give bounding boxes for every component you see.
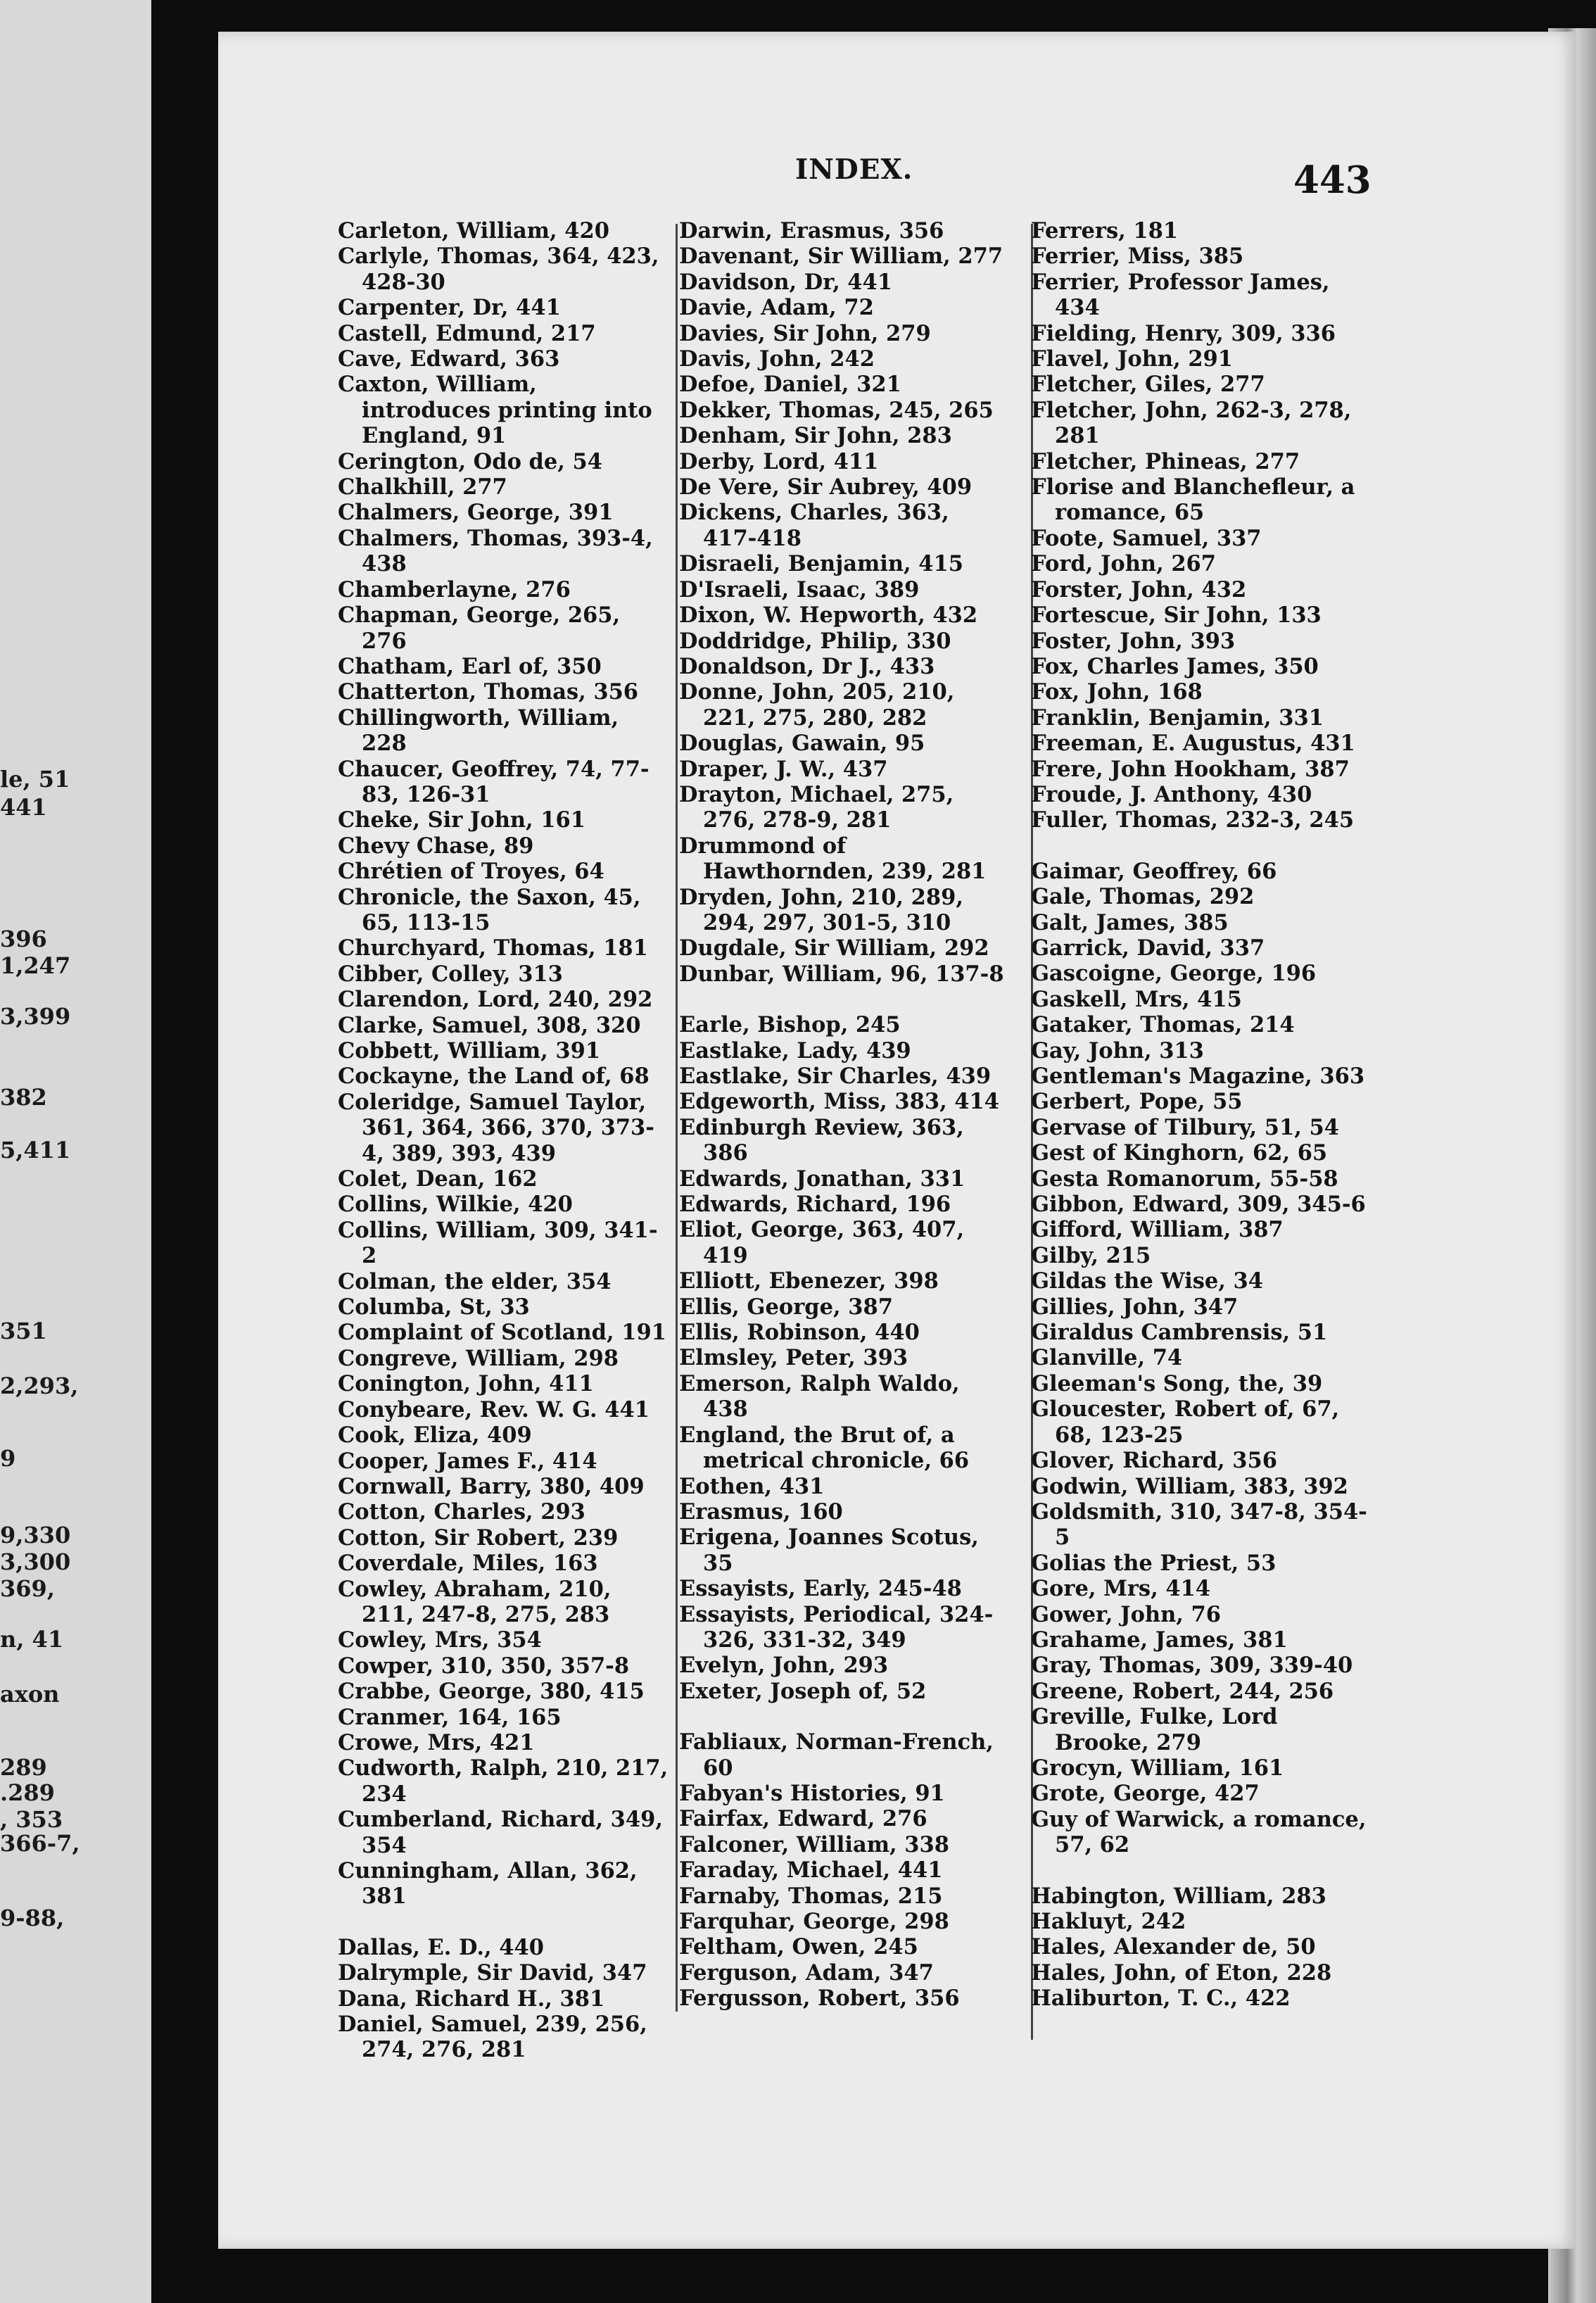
index-entry: Ferrers, 181 [1031, 218, 1179, 244]
left-page-fragment: 369, [0, 1575, 55, 1602]
index-column-3 [1031, 218, 1369, 2012]
index-entry: Collins, William, 309, 341-2 [338, 1217, 658, 1269]
index-entry: Colet, Dean, 162 [338, 1166, 538, 1192]
index-entry: Grahame, James, 381 [1031, 1627, 1288, 1653]
index-entry: Fielding, Henry, 309, 336 [1031, 320, 1336, 346]
index-entry: Fletcher, John, 262-3, 278, 281 [1031, 397, 1352, 449]
index-entry: Coleridge, Samuel Taylor, 361, 364, 366, 370, 373-4, 389, 393, 439 [338, 1089, 654, 1166]
left-page-fragment: n, 41 [0, 1626, 64, 1653]
section-gap [679, 1704, 1010, 1729]
index-entry: Fairfax, Edward, 276 [679, 1806, 927, 1832]
page-number: 443 [1293, 158, 1372, 202]
index-entry: Castell, Edmund, 217 [338, 320, 596, 346]
index-entry: Garrick, David, 337 [1031, 935, 1265, 961]
index-entry: Daniel, Samuel, 239, 256, 274, 276, 281 [338, 2012, 647, 2063]
index-entry: Donaldson, Dr J., 433 [679, 653, 935, 679]
index-entry: Cockayne, the Land of, 68 [338, 1064, 650, 1090]
index-entry: D'Israeli, Isaac, 389 [679, 576, 920, 602]
index-entry: Eastlake, Sir Charles, 439 [679, 1064, 992, 1089]
index-entry: Habington, William, 283 [1031, 1883, 1326, 1909]
index-entry: Exeter, Joseph of, 52 [679, 1678, 927, 1704]
index-entry: Davies, Sir John, 279 [679, 320, 931, 346]
left-page-fragment: axon [0, 1681, 60, 1708]
index-entry: Gaimar, Geoffrey, 66 [1031, 858, 1277, 884]
left-page-fragment: 2,293, [0, 1373, 79, 1399]
index-entry: Chronicle, the Saxon, 45, 65, 113-15 [338, 884, 641, 935]
index-entry: Flavel, John, 291 [1031, 346, 1233, 372]
index-entry: Crabbe, George, 380, 415 [338, 1679, 645, 1705]
index-entry: Cave, Edward, 363 [338, 346, 560, 372]
index-entry: Fletcher, Giles, 277 [1031, 372, 1265, 398]
index-entry: Cowley, Mrs, 354 [338, 1627, 542, 1653]
index-entry: Erasmus, 160 [679, 1498, 843, 1525]
index-entry: Davenant, Sir William, 277 [679, 244, 1003, 270]
index-entry: Dickens, Charles, 363, 417-418 [679, 500, 949, 551]
index-entry: Gay, John, 313 [1031, 1037, 1204, 1064]
index-entry: Gervase of Tilbury, 51, 54 [1031, 1114, 1339, 1140]
left-page-fragment: 3,399 [0, 1003, 71, 1030]
index-entry: Ferrier, Professor James, 434 [1031, 269, 1330, 321]
index-entry: Draper, J. W., 437 [679, 756, 888, 782]
left-page-fragment: 351 [0, 1318, 47, 1344]
index-entry: Cooper, James F., 414 [338, 1448, 597, 1474]
index-entry: Ford, John, 267 [1031, 551, 1216, 577]
index-entry: Carpenter, Dr, 441 [338, 295, 561, 321]
left-page-fragment: 396 [0, 926, 47, 952]
index-entry: Gore, Mrs, 414 [1031, 1576, 1211, 1602]
index-entry: Cunningham, Allan, 362, 381 [338, 1858, 638, 1910]
index-entry: Chalkhill, 277 [338, 474, 507, 500]
index-entry: Derby, Lord, 411 [679, 448, 879, 474]
index-entry: Ellis, George, 387 [679, 1294, 893, 1320]
index-entry: Gentleman's Magazine, 363 [1031, 1064, 1365, 1089]
index-entry: Crowe, Mrs, 421 [338, 1729, 535, 1755]
index-entry: Cumberland, Richard, 349, 354 [338, 1807, 663, 1858]
index-entry: Edwards, Jonathan, 331 [679, 1166, 965, 1192]
index-entry: Gale, Thomas, 292 [1031, 884, 1255, 910]
index-entry: Fortescue, Sir John, 133 [1031, 602, 1322, 629]
index-entry: Gascoigne, George, 196 [1031, 961, 1317, 987]
index-entry: Earle, Bishop, 245 [679, 1012, 901, 1038]
index-entry: Doddridge, Philip, 330 [679, 628, 951, 654]
index-entry: Fox, Charles James, 350 [1031, 653, 1319, 679]
index-entry: Giraldus Cambrensis, 51 [1031, 1320, 1328, 1346]
index-entry: Froude, J. Anthony, 430 [1031, 781, 1312, 807]
index-entry: Carlyle, Thomas, 364, 423, 428-30 [338, 244, 659, 295]
index-entry: Hakluyt, 242 [1031, 1909, 1186, 1934]
index-entry: Gleeman's Song, the, 39 [1031, 1370, 1323, 1396]
left-page-fragment: 3,300 [0, 1548, 71, 1575]
index-entry: Frere, John Hookham, 387 [1031, 756, 1350, 782]
index-entry: Godwin, William, 383, 392 [1031, 1473, 1348, 1499]
index-entry: Gibbon, Edward, 309, 345-6 [1031, 1192, 1366, 1218]
index-entry: Dunbar, William, 96, 137-8 [679, 961, 1004, 987]
index-entry: Davidson, Dr, 441 [679, 269, 892, 295]
left-page-fragment: 9,330 [0, 1522, 71, 1548]
index-entry: Foote, Samuel, 337 [1031, 525, 1262, 551]
index-entry: Dalrymple, Sir David, 347 [338, 1960, 647, 1986]
index-entry: Cook, Eliza, 409 [338, 1422, 532, 1449]
index-entry: Dekker, Thomas, 245, 265 [679, 397, 994, 423]
index-entry: Glanville, 74 [1031, 1345, 1183, 1371]
index-entry: Conington, John, 411 [338, 1371, 594, 1397]
index-entry: Cowper, 310, 350, 357-8 [338, 1653, 630, 1679]
index-entry: Chalmers, George, 391 [338, 500, 614, 526]
index-entry: Galt, James, 385 [1031, 909, 1229, 935]
index-entry: Eothen, 431 [679, 1473, 825, 1499]
index-entry: Cotton, Charles, 293 [338, 1499, 585, 1525]
index-entry: Essayists, Early, 245-48 [679, 1576, 962, 1602]
index-entry: Gower, John, 76 [1031, 1601, 1221, 1627]
left-page-fragment: 5,411 [0, 1137, 71, 1163]
index-entry: Chapman, George, 265, 276 [338, 602, 621, 654]
index-entry: Cowley, Abraham, 210, 211, 247-8, 275, 283 [338, 1576, 612, 1627]
index-entry: Greene, Robert, 244, 256 [1031, 1678, 1334, 1704]
index-entry: Edinburgh Review, 363, 386 [679, 1114, 964, 1166]
index-entry: Gloucester, Robert of, 67, 68, 123-25 [1031, 1396, 1340, 1448]
index-entry: Essayists, Periodical, 324-326, 331-32, 349 [679, 1601, 994, 1653]
left-page-fragment: le, 51 [0, 766, 70, 793]
index-entry: Fabyan's Histories, 91 [679, 1780, 945, 1806]
index-entry: Dixon, W. Hepworth, 432 [679, 602, 978, 629]
index-entry: Cheke, Sir John, 161 [338, 807, 585, 833]
index-entry: Feltham, Owen, 245 [679, 1934, 918, 1960]
index-entry: Drummond of Hawthornden, 239, 281 [679, 833, 987, 885]
index-entry: Congreve, William, 298 [338, 1345, 619, 1371]
index-entry: Forster, John, 432 [1031, 576, 1247, 602]
index-entry: Cotton, Sir Robert, 239 [338, 1525, 619, 1551]
index-entry: Foster, John, 393 [1031, 628, 1236, 654]
index-entry: Fuller, Thomas, 232-3, 245 [1031, 807, 1355, 833]
index-entry: Davis, John, 242 [679, 346, 875, 372]
index-entry: Faraday, Michael, 441 [679, 1857, 943, 1884]
index-entry: Gataker, Thomas, 214 [1031, 1012, 1295, 1038]
index-entry: Golias the Priest, 53 [1031, 1550, 1277, 1576]
left-page-fragment: 382 [0, 1084, 47, 1111]
index-entry: Farnaby, Thomas, 215 [679, 1883, 943, 1909]
index-entry: Grote, George, 427 [1031, 1781, 1260, 1807]
index-entry: Falconer, William, 338 [679, 1831, 949, 1857]
index-entry: Edgeworth, Miss, 383, 414 [679, 1089, 999, 1115]
index-entry: Denham, Sir John, 283 [679, 423, 952, 449]
index-entry: Evelyn, John, 293 [679, 1653, 889, 1679]
index-entry: Gerbert, Pope, 55 [1031, 1089, 1243, 1115]
index-entry: Ferrier, Miss, 385 [1031, 244, 1244, 270]
index-entry: Franklin, Benjamin, 331 [1031, 705, 1324, 731]
index-entry: Fabliaux, Norman-French, 60 [679, 1729, 994, 1781]
index-entry: Columba, St, 33 [338, 1294, 530, 1320]
index-entry: Chrétien of Troyes, 64 [338, 859, 604, 885]
index-entry: Gifford, William, 387 [1031, 1217, 1284, 1243]
index-entry: Cerington, Odo de, 54 [338, 448, 602, 474]
left-facing-page [0, 0, 151, 2303]
index-entry: Chevy Chase, 89 [338, 833, 534, 859]
index-entry: Chaucer, Geoffrey, 74, 77-83, 126-31 [338, 756, 650, 807]
index-entry: Freeman, E. Augustus, 431 [1031, 731, 1355, 757]
left-page-fragment: 9-88, [0, 1905, 65, 1931]
index-entry: Ellis, Robinson, 440 [679, 1320, 920, 1346]
index-entry: Erigena, Joannes Scotus, 35 [679, 1525, 979, 1576]
index-entry: Farquhar, George, 298 [679, 1909, 949, 1934]
left-page-fragment: 289 [0, 1754, 47, 1781]
index-entry: Caxton, William, introduces printing into England, 91 [338, 372, 652, 449]
index-entry: England, the Brut of, a metrical chronicle, 66 [679, 1422, 970, 1474]
index-entry: Dugdale, Sir William, 292 [679, 935, 989, 961]
index-entry: Davie, Adam, 72 [679, 295, 874, 321]
index-entry: Carleton, William, 420 [338, 218, 609, 244]
left-page-fragment: , 353 [0, 1806, 63, 1833]
index-entry: Eliot, George, 363, 407, 419 [679, 1217, 965, 1268]
page-header-title: INDEX. [795, 153, 913, 186]
index-entry: Chatterton, Thomas, 356 [338, 679, 639, 705]
left-page-fragment: 366-7, [0, 1830, 80, 1857]
index-entry: Collins, Wilkie, 420 [338, 1192, 573, 1218]
section-gap [338, 1910, 669, 1935]
index-entry: Coverdale, Miles, 163 [338, 1551, 598, 1577]
index-entry: Dallas, E. D., 440 [338, 1934, 544, 1960]
index-entry: Hales, John, of Eton, 228 [1031, 1960, 1332, 1986]
index-entry: Clarke, Samuel, 308, 320 [338, 1012, 641, 1038]
index-entry: Ferguson, Adam, 347 [679, 1960, 934, 1986]
index-entry: Haliburton, T. C., 422 [1031, 1986, 1291, 2012]
index-entry: Disraeli, Benjamin, 415 [679, 551, 963, 577]
index-entry: Defoe, Daniel, 321 [679, 372, 901, 398]
left-page-fragment: 441 [0, 794, 47, 821]
index-entry: Douglas, Gawain, 95 [679, 731, 925, 757]
index-entry: Drayton, Michael, 275, 276, 278-9, 281 [679, 781, 954, 833]
index-entry: Darwin, Erasmus, 356 [679, 218, 944, 244]
index-entry: Gesta Romanorum, 55-58 [1031, 1166, 1338, 1192]
index-entry: Gildas the Wise, 34 [1031, 1268, 1263, 1294]
left-page-fragment: 1,247 [0, 952, 71, 979]
left-page-fragment: 9 [0, 1445, 16, 1472]
index-entry: Gaskell, Mrs, 415 [1031, 986, 1242, 1012]
index-entry: Chamberlayne, 276 [338, 576, 571, 602]
section-gap [1031, 1858, 1369, 1884]
index-entry: Dryden, John, 210, 289, 294, 297, 301-5, 310 [679, 884, 963, 935]
index-entry: Donne, John, 205, 210, 221, 275, 280, 282 [679, 679, 955, 731]
index-entry: Conybeare, Rev. W. G. 441 [338, 1396, 650, 1422]
index-entry: Fergusson, Robert, 356 [679, 1986, 960, 2012]
index-entry: Complaint of Scotland, 191 [338, 1320, 666, 1346]
index-column-1 [338, 218, 669, 2063]
index-entry: Edwards, Richard, 196 [679, 1192, 951, 1218]
index-entry: Elmsley, Peter, 393 [679, 1345, 908, 1371]
index-entry: Florise and Blanchefleur, a romance, 65 [1031, 474, 1355, 526]
index-entry: Cibber, Colley, 313 [338, 961, 563, 987]
section-gap [679, 987, 1010, 1012]
index-entry: Cobbett, William, 391 [338, 1038, 601, 1064]
index-entry: Dana, Richard H., 381 [338, 1986, 605, 2012]
index-entry: Chatham, Earl of, 350 [338, 653, 602, 679]
index-entry: Hales, Alexander de, 50 [1031, 1934, 1316, 1960]
index-entry: Elliott, Ebenezer, 398 [679, 1268, 939, 1294]
index-entry: Guy of Warwick, a romance, 57, 62 [1031, 1806, 1367, 1858]
index-entry: Churchyard, Thomas, 181 [338, 935, 648, 961]
index-entry: Gray, Thomas, 309, 339-40 [1031, 1653, 1353, 1679]
index-entry: Clarendon, Lord, 240, 292 [338, 987, 653, 1013]
index-entry: Cranmer, 164, 165 [338, 1704, 562, 1730]
index-entry: Fletcher, Phineas, 277 [1031, 448, 1300, 474]
index-entry: Cornwall, Barry, 380, 409 [338, 1473, 645, 1499]
index-entry: Chillingworth, William, 228 [338, 705, 619, 757]
index-entry: Colman, the elder, 354 [338, 1268, 612, 1294]
index-entry: Eastlake, Lady, 439 [679, 1037, 911, 1064]
index-column-2 [679, 218, 1010, 2012]
index-entry: De Vere, Sir Aubrey, 409 [679, 474, 973, 500]
index-entry: Greville, Fulke, Lord Brooke, 279 [1031, 1704, 1278, 1755]
index-entry: Chalmers, Thomas, 393-4, 438 [338, 525, 653, 577]
column-divider [676, 224, 678, 2012]
index-entry: Grocyn, William, 161 [1031, 1755, 1284, 1781]
index-entry: Fox, John, 168 [1031, 679, 1203, 705]
index-entry: Glover, Richard, 356 [1031, 1448, 1277, 1474]
index-entry: Gest of Kinghorn, 62, 65 [1031, 1140, 1328, 1166]
index-entry: Goldsmith, 310, 347-8, 354-5 [1031, 1498, 1367, 1551]
section-gap [1031, 833, 1369, 859]
index-entry: Cudworth, Ralph, 210, 217, 234 [338, 1755, 669, 1807]
index-entry: Gilby, 215 [1031, 1242, 1151, 1268]
left-page-fragment: .289 [0, 1779, 55, 1806]
index-entry: Gillies, John, 347 [1031, 1294, 1239, 1320]
index-entry: Emerson, Ralph Waldo, 438 [679, 1370, 960, 1422]
